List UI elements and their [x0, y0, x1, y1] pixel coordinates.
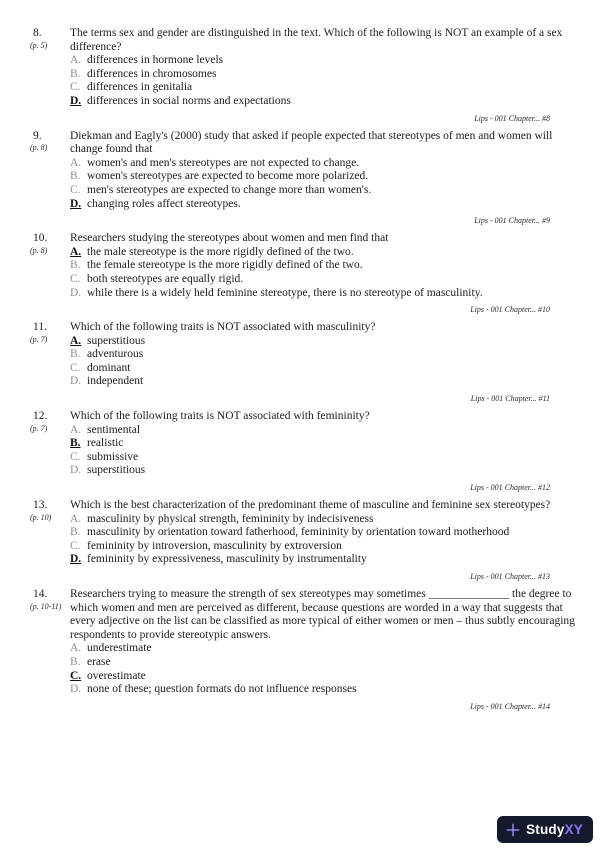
studyxy-logo: [497, 816, 593, 843]
plus-icon: [506, 823, 520, 837]
question-block: [0, 321, 612, 404]
question-body: [70, 232, 612, 300]
question-body: [70, 27, 612, 109]
option-text: men's stereotypes are expected to change more than women's.: [87, 183, 372, 196]
option-letter: A.: [70, 423, 82, 436]
option-letter: B.: [70, 655, 81, 668]
answer-option: [70, 287, 579, 301]
page-reference: (p. 10-11): [30, 601, 62, 611]
option-text: adventurous: [87, 348, 144, 361]
question-text: Researchers trying to measure the strength of sex stereotypes may sometimes ______________ the degree to which women and men are perceived as different, because questions are worded in a way that suggests that every adjective on the list can be classified as more typical of either women or men – thus subtly encouraging respondents to provide stereotypic answers.: [70, 588, 575, 641]
answer-option: [70, 157, 579, 171]
option-letter: C.: [70, 361, 81, 374]
option-text: masculinity by orientation toward fatherhood, femininity by orientation toward motherhood: [87, 526, 510, 539]
option-text: overestimate: [87, 669, 146, 682]
option-text: submissive: [87, 450, 139, 463]
answer-option: [70, 246, 579, 260]
source-footer: Lips - 001 Chapter... #9: [474, 216, 550, 226]
options-list: [70, 335, 579, 389]
page-reference: (p. 10): [30, 512, 52, 522]
answer-option: [70, 68, 579, 82]
answer-option: [70, 335, 579, 349]
question-number: 13.: [33, 499, 48, 512]
answer-option: [70, 95, 579, 109]
option-letter: C.: [70, 183, 81, 196]
question-block: [0, 410, 612, 493]
question-text: Which of the following traits is NOT associated with masculinity?: [70, 321, 376, 334]
option-letter: A.: [70, 334, 82, 347]
option-text: none of these; question formats do not influence responses: [87, 683, 357, 696]
answer-option: [70, 198, 579, 212]
option-letter: B.: [70, 67, 81, 80]
page-reference: (p. 7): [30, 423, 48, 433]
option-letter: B.: [70, 526, 81, 539]
option-letter: C.: [70, 450, 81, 463]
option-letter: C.: [70, 272, 81, 285]
option-letter: B.: [70, 348, 81, 361]
option-text: changing roles affect stereotypes.: [87, 197, 241, 210]
option-text: while there is a widely held feminine stereotype, there is no stereotype of masculinity.: [87, 286, 483, 299]
logo-text-xy: XY: [564, 821, 583, 837]
option-letter: D.: [70, 553, 82, 566]
answer-option: [70, 464, 579, 478]
page-reference: (p. 8): [30, 143, 48, 153]
question-number-column: [30, 410, 70, 478]
option-text: erase: [87, 655, 111, 668]
answer-option: [70, 348, 579, 362]
options-list: [70, 424, 579, 478]
option-text: femininity by introversion, masculinity by extroversion: [87, 539, 342, 552]
option-text: both stereotypes are equally rigid.: [87, 272, 244, 285]
options-list: [70, 54, 579, 108]
option-text: differences in chromosomes: [87, 67, 217, 80]
question-number-column: [30, 499, 70, 567]
source-footer: Lips - 001 Chapter... #14: [470, 701, 550, 711]
page-reference: (p. 5): [30, 40, 48, 50]
question-block: [0, 588, 612, 712]
option-text: women's stereotypes are expected to become more polarized.: [87, 170, 369, 183]
answer-option: [70, 656, 579, 670]
question-text: The terms sex and gender are distinguished in the text. Which of the following is NOT an example of a sex difference?: [70, 27, 563, 53]
question-block: [0, 27, 612, 124]
question-body: [70, 130, 612, 212]
question-block: [0, 130, 612, 227]
options-list: [70, 513, 579, 567]
answer-option: [70, 362, 579, 376]
options-list: [70, 246, 579, 300]
question-text: Diekman and Eagly's (2000) study that asked if people expected that stereotypes of men and women will change found that: [70, 129, 553, 156]
option-letter: D.: [70, 375, 82, 388]
question-number: 12.: [33, 410, 48, 423]
option-letter: D.: [70, 94, 82, 107]
question-block: [0, 499, 612, 582]
answer-option: [70, 540, 579, 554]
option-text: femininity by expressiveness, masculinity by instrumentality: [87, 553, 367, 566]
question-body: [70, 499, 612, 567]
option-text: masculinity by physical strength, femininity by indecisiveness: [87, 512, 374, 525]
question-block: [0, 232, 612, 315]
option-text: superstitious: [87, 464, 146, 477]
source-footer: Lips - 001 Chapter... #10: [470, 305, 550, 315]
answer-option: [70, 375, 579, 389]
answer-option: [70, 526, 579, 540]
option-text: the male stereotype is the more rigidly defined of the two.: [87, 245, 354, 258]
logo-text-study: Study: [526, 821, 565, 837]
option-letter: D.: [70, 286, 82, 299]
option-letter: A.: [70, 642, 82, 655]
option-text: women's and men's stereotypes are not expected to change.: [87, 156, 360, 169]
answer-option: [70, 81, 579, 95]
question-text: Researchers studying the stereotypes about women and men find that: [70, 232, 389, 245]
answer-option: [70, 170, 579, 184]
answer-option: [70, 513, 579, 527]
question-text: Which is the best characterization of the predominant theme of masculine and feminine sex stereotypes?: [70, 499, 551, 512]
answer-option: [70, 437, 579, 451]
option-letter: A.: [70, 512, 82, 525]
option-text: differences in genitalia: [87, 81, 193, 94]
question-number: 14.: [33, 588, 48, 600]
question-number-column: [30, 130, 70, 212]
option-text: independent: [87, 375, 144, 388]
answer-option: [70, 424, 579, 438]
option-text: differences in hormone levels: [87, 54, 224, 67]
option-letter: C.: [70, 539, 81, 552]
question-number: 9.: [33, 129, 42, 142]
option-letter: B.: [70, 259, 81, 272]
answer-option: [70, 54, 579, 68]
option-letter: A.: [70, 54, 82, 67]
question-number: 10.: [33, 232, 48, 245]
option-text: the female stereotype is the more rigidly defined of the two.: [87, 259, 363, 272]
answer-option: [70, 683, 579, 697]
question-number: 11.: [33, 321, 47, 334]
option-text: dominant: [87, 361, 131, 374]
question-text: Which of the following traits is NOT associated with femininity?: [70, 410, 370, 423]
answer-option: [70, 642, 579, 656]
option-letter: C.: [70, 81, 81, 94]
option-text: underestimate: [87, 642, 152, 655]
option-letter: D.: [70, 683, 82, 696]
option-letter: D.: [70, 197, 82, 210]
question-body: [70, 410, 612, 478]
option-text: sentimental: [87, 423, 141, 436]
source-footer: Lips - 001 Chapter... #13: [470, 572, 550, 581]
answer-option: [70, 184, 579, 198]
answer-option: [70, 451, 579, 465]
question-number-column: [30, 232, 70, 300]
option-letter: D.: [70, 464, 82, 477]
option-letter: C.: [70, 669, 82, 682]
source-footer: Lips - 001 Chapter... #11: [470, 394, 550, 404]
source-footer: Lips - 001 Chapter... #8: [474, 113, 550, 123]
answer-option: [70, 259, 579, 273]
options-list: [70, 642, 579, 696]
question-number-column: [30, 27, 70, 109]
options-list: [70, 157, 579, 211]
option-letter: A.: [70, 156, 82, 169]
question-number-column: [30, 321, 70, 389]
option-letter: A.: [70, 245, 82, 258]
page-reference: (p. 8): [30, 245, 48, 255]
question-list: [0, 27, 612, 712]
question-body: [70, 588, 612, 697]
source-footer: Lips - 001 Chapter... #12: [470, 483, 550, 493]
answer-option: [70, 553, 579, 567]
question-number: 8.: [33, 27, 42, 39]
option-letter: B.: [70, 437, 81, 450]
page-reference: (p. 7): [30, 334, 48, 344]
answer-option: [70, 273, 579, 287]
option-text: differences in social norms and expectations: [87, 94, 291, 107]
option-text: superstitious: [87, 334, 146, 347]
question-number-column: [30, 588, 70, 697]
option-text: realistic: [87, 437, 124, 450]
question-body: [70, 321, 612, 389]
answer-option: [70, 670, 579, 684]
option-letter: B.: [70, 170, 81, 183]
